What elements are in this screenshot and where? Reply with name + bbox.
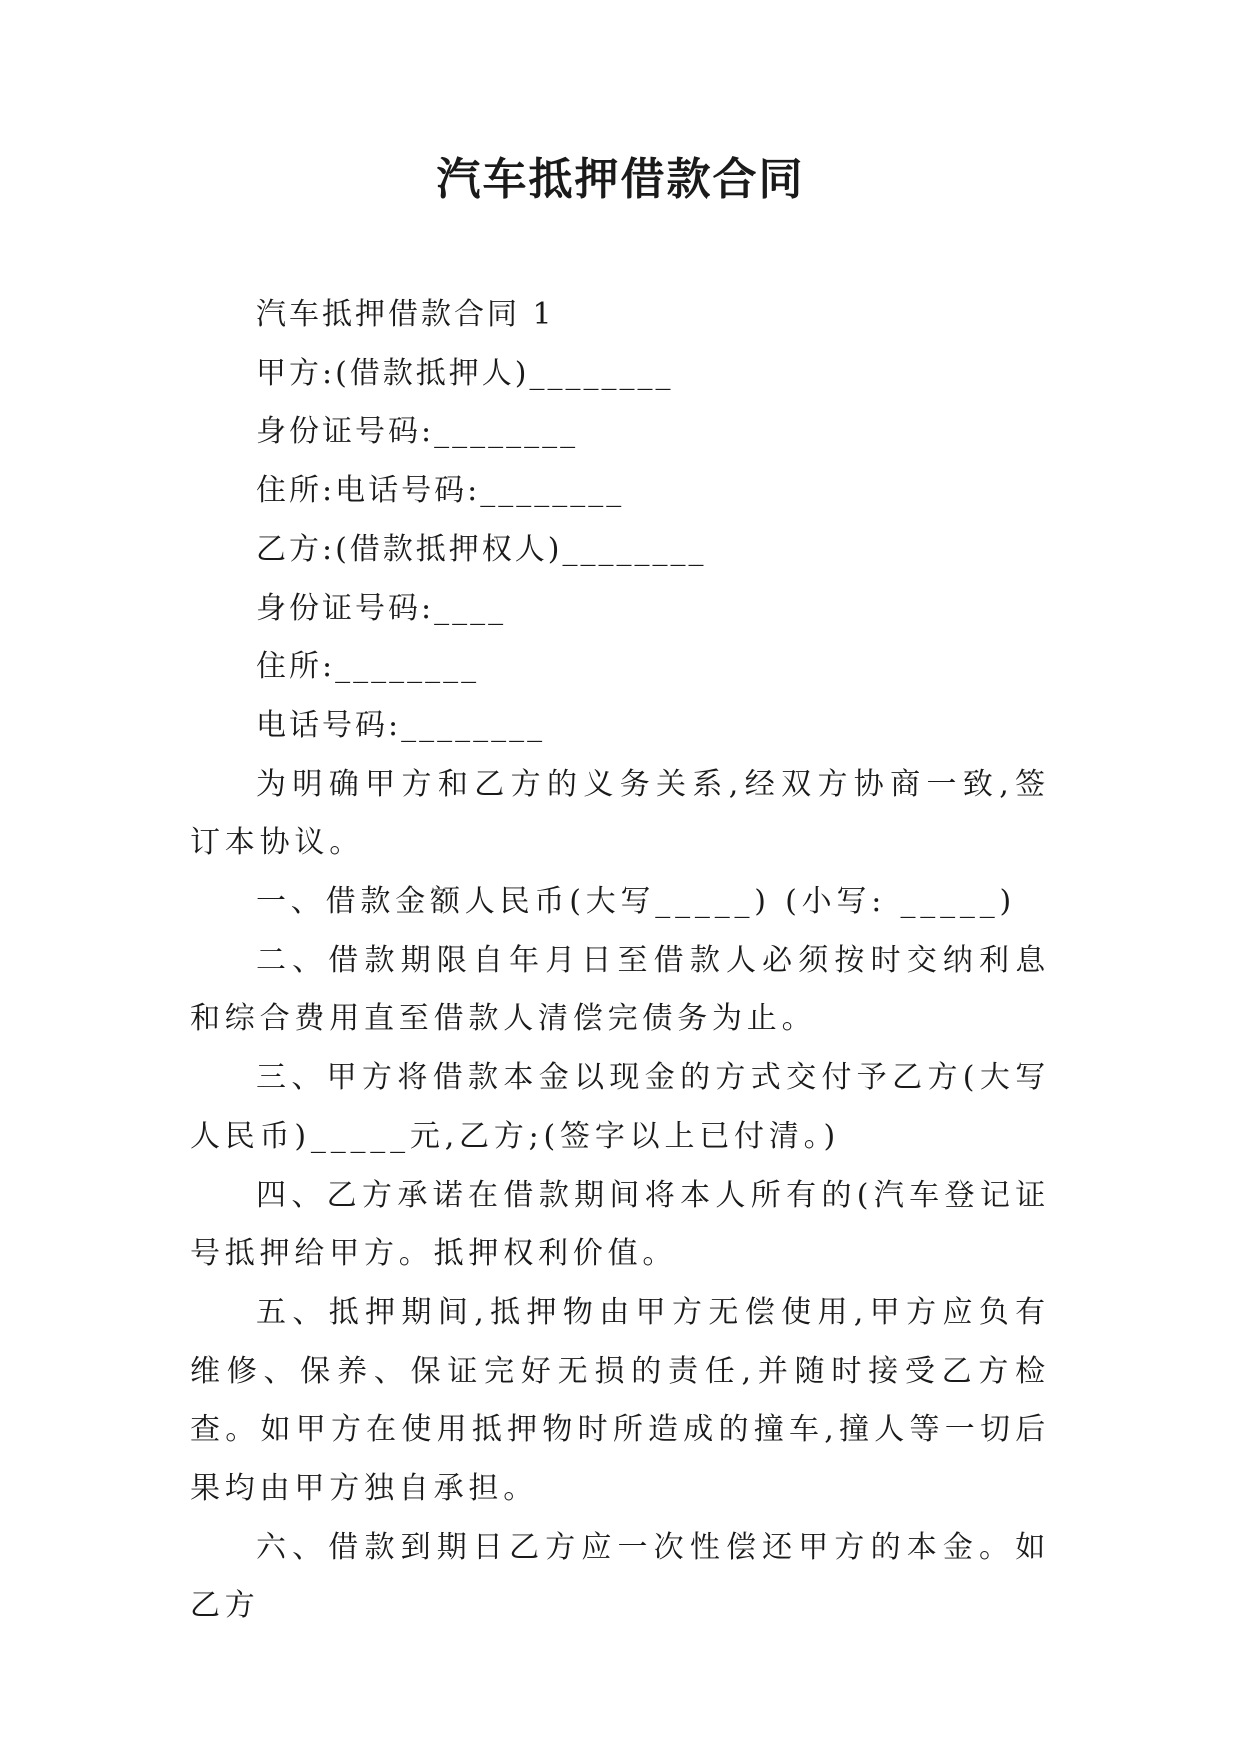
party-a-header: 甲方:(借款抵押人)________ [256, 355, 674, 391]
party-a-id-number: 身份证号码:________ [256, 414, 579, 450]
clause-1-paragraph: 一、借款金额人民币(大写_____) (小写: _____) [256, 884, 1016, 920]
clause-4-paragraph: 四、乙方承诺在借款期间将本人所有的(汽车登记证号抵押给甲方。抵押权利价值。 [190, 1177, 1050, 1272]
party-b-header: 乙方:(借款抵押权人)________ [256, 531, 707, 567]
contract-subtitle: 汽车抵押借款合同 1 [256, 297, 555, 332]
document-body [190, 286, 1050, 1636]
party-b-address: 住所:________ [256, 649, 480, 685]
preamble-paragraph: 为明确甲方和乙方的义务关系,经双方协商一致,签订本协议。 [190, 766, 1050, 861]
clause-5-paragraph: 五、抵押期间,抵押物由甲方无偿使用,甲方应负有维修、保养、保证完好无损的责任,并随时接受乙方检查。如甲方在使用抵押物时所造成的撞车,撞人等一切后果均由甲方独自承担。 [190, 1294, 1050, 1507]
clause-6-paragraph: 六、借款到期日乙方应一次性偿还甲方的本金。如乙方 [190, 1529, 1050, 1624]
party-b-phone: 电话号码:________ [256, 707, 546, 743]
clause-2-paragraph: 二、借款期限自年月日至借款人必须按时交纳利息和综合费用直至借款人清偿完债务为止。 [190, 942, 1050, 1037]
party-b-id-number: 身份证号码:____ [256, 590, 507, 626]
document-title: 汽车抵押借款合同 [436, 154, 805, 205]
party-a-address-phone: 住所:电话号码:________ [256, 473, 625, 509]
clause-3-paragraph: 三、甲方将借款本金以现金的方式交付予乙方(大写人民币)_____元,乙方;(签字以上已付清。) [190, 1060, 1050, 1154]
